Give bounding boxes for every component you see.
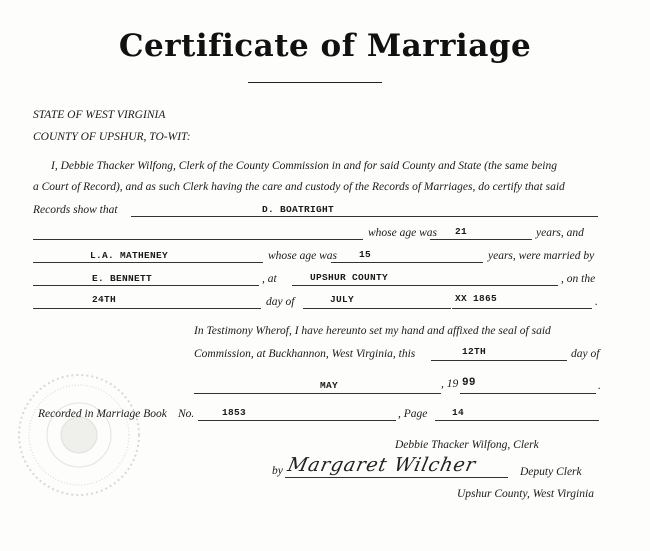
years-married-label: years, were married by [488, 250, 595, 262]
marriage-day-value: 24TH [92, 294, 117, 305]
testimony-day-value: 12TH [462, 346, 487, 357]
groom-name-line [131, 203, 598, 217]
certificate-title: Certificate of Marriage [118, 28, 532, 64]
groom-age-value: 21 [455, 226, 468, 237]
testimony-year-printed: , 19 [441, 378, 459, 390]
groom-name-value: D. BOATRIGHT [262, 204, 335, 215]
county-footer: Upshur County, West Virginia [457, 488, 594, 500]
recorded-label: Recorded in Marriage Book [38, 408, 167, 420]
title-underline [248, 82, 382, 83]
groom-extra-line [33, 226, 363, 240]
bride-age-value: 15 [359, 249, 372, 260]
at-label: , at [262, 273, 277, 285]
book-no-label: No. [178, 408, 195, 420]
clerk-name: Debbie Thacker Wilfong, Clerk [395, 439, 539, 451]
body-line-2: a Court of Record), and as such Clerk having the care and custody of the Records of Marriages, do certify that said [33, 181, 565, 193]
state-line: STATE OF WEST VIRGINIA [33, 109, 166, 121]
testimony-year-value: 99 [462, 377, 476, 389]
testimony-year-line [460, 380, 596, 394]
testimony-day-line [431, 347, 567, 361]
bride-age-line [331, 249, 483, 263]
groom-age-line [430, 226, 532, 240]
deputy-signature: Margaret Wilcher [285, 454, 479, 476]
officiant-value: E. BENNETT [92, 273, 153, 284]
day-line [33, 295, 261, 309]
whose-age-label-2: whose age was [268, 250, 337, 262]
whose-age-label-1: whose age was [368, 227, 437, 239]
by-label: by [272, 465, 283, 477]
day-of-label: day of [266, 296, 295, 308]
book-no-value: 1853 [222, 407, 247, 418]
bride-name-value: L.A. MATHENEY [90, 250, 169, 261]
years-and-label: years, and [536, 227, 584, 239]
page-label: , Page [398, 408, 428, 420]
records-show-label: Records show that [33, 204, 118, 216]
body-line-1: I, Debbie Thacker Wilfong, Clerk of the County Commission in and for said County and State (the same being [51, 160, 557, 172]
month-line [303, 295, 451, 309]
testimony-line-1: In Testimony Wherof, I have hereunto set my hand and affixed the seal of said [194, 325, 551, 337]
marriage-year-value: XX 1865 [455, 293, 498, 304]
deputy-clerk-label: Deputy Clerk [520, 466, 582, 478]
embossed-seal-icon [14, 370, 144, 500]
testimony-line-2: Commission, at Buckhannon, West Virginia, this [194, 348, 416, 360]
testimony-day-of: day of [571, 348, 600, 360]
on-the-label: , on the [561, 273, 596, 285]
page-no-value: 14 [452, 407, 465, 418]
testimony-month-line [194, 380, 441, 394]
place-value: UPSHUR COUNTY [310, 272, 389, 283]
testimony-month-value: MAY [320, 380, 339, 391]
testimony-period: . [598, 380, 601, 392]
date-period: . [595, 296, 598, 308]
county-line: COUNTY OF UPSHUR, TO-WIT: [33, 131, 191, 143]
marriage-month-value: JULY [330, 294, 355, 305]
